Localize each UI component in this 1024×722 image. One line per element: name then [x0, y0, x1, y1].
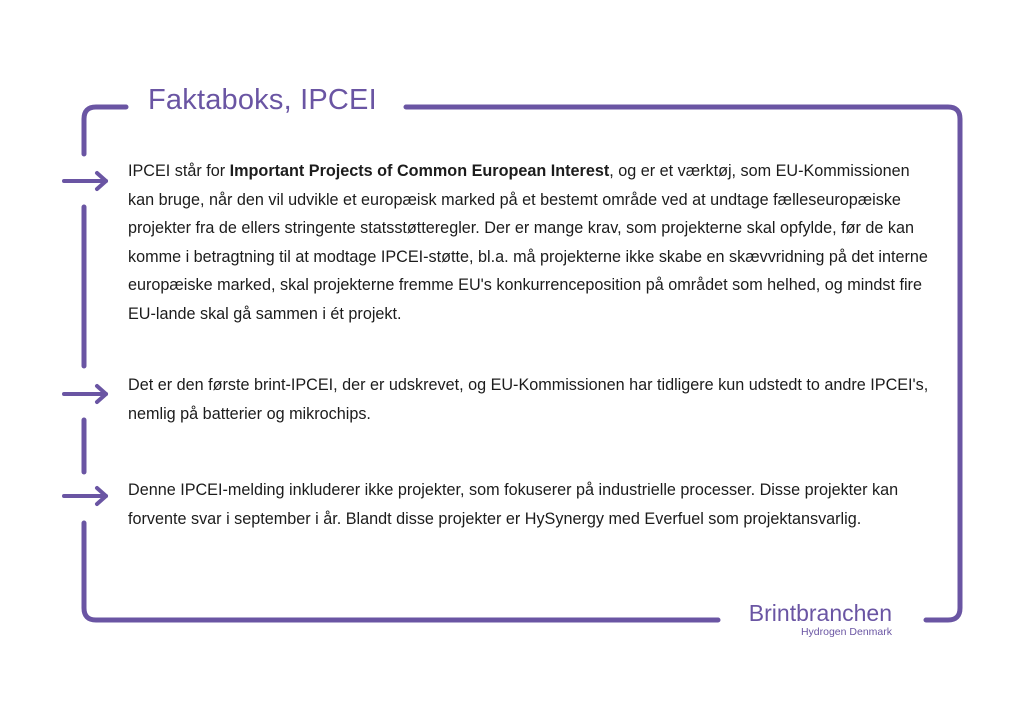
- brintbranchen-logo: [732, 600, 892, 638]
- arrow-right-icon: [64, 386, 106, 402]
- arrow-right-icon: [64, 173, 106, 189]
- arrow-right-icon: [64, 488, 106, 504]
- paragraph-ipcei-exclusions: Denne IPCEI-melding inkluderer ikke projekter, som fokuserer på industrielle processer. Disse projekter kan forvente svar i september i år. Blandt disse projekter er HySynergy med Everfuel som projektansvarlig.: [128, 481, 899, 528]
- paragraph-ipcei-definition: [128, 157, 940, 328]
- paragraph-suffix: , og er et værktøj, som EU-Kommissionen kan bruge, når den vil udvikle et europæisk marked på et bestemt område ved at undtage fælleseuropæiske projekter fra de ellers stringente statsstøtteregler. Der er mange krav, som projekterne skal opfylde, før de kan komme i betragtning til at modtage IPCEI-støtte, bl.a. må projekterne ikke skabe en skævvridning på det interne europæiske marked, skal projekterne fremme EU's konkurrenceposition på området som helhed, og mindst fire EU-lande skal gå sammen i ét projekt.: [128, 162, 928, 323]
- paragraph-bold-term: Important Projects of Common European Interest: [229, 162, 610, 180]
- paragraph-prefix: IPCEI står for: [128, 162, 230, 180]
- logo-tagline: Hydrogen Denmark: [800, 626, 892, 638]
- factbox-title: Faktaboks, IPCEI: [148, 84, 377, 116]
- logo-name: Brintbranchen: [748, 600, 892, 626]
- paragraph-first-hydrogen-ipcei: Det er den første brint-IPCEI, der er udskrevet, og EU-Kommissionen har tidligere kun udstedt to andre IPCEI's, nemlig på batterier og mikrochips.: [128, 376, 929, 423]
